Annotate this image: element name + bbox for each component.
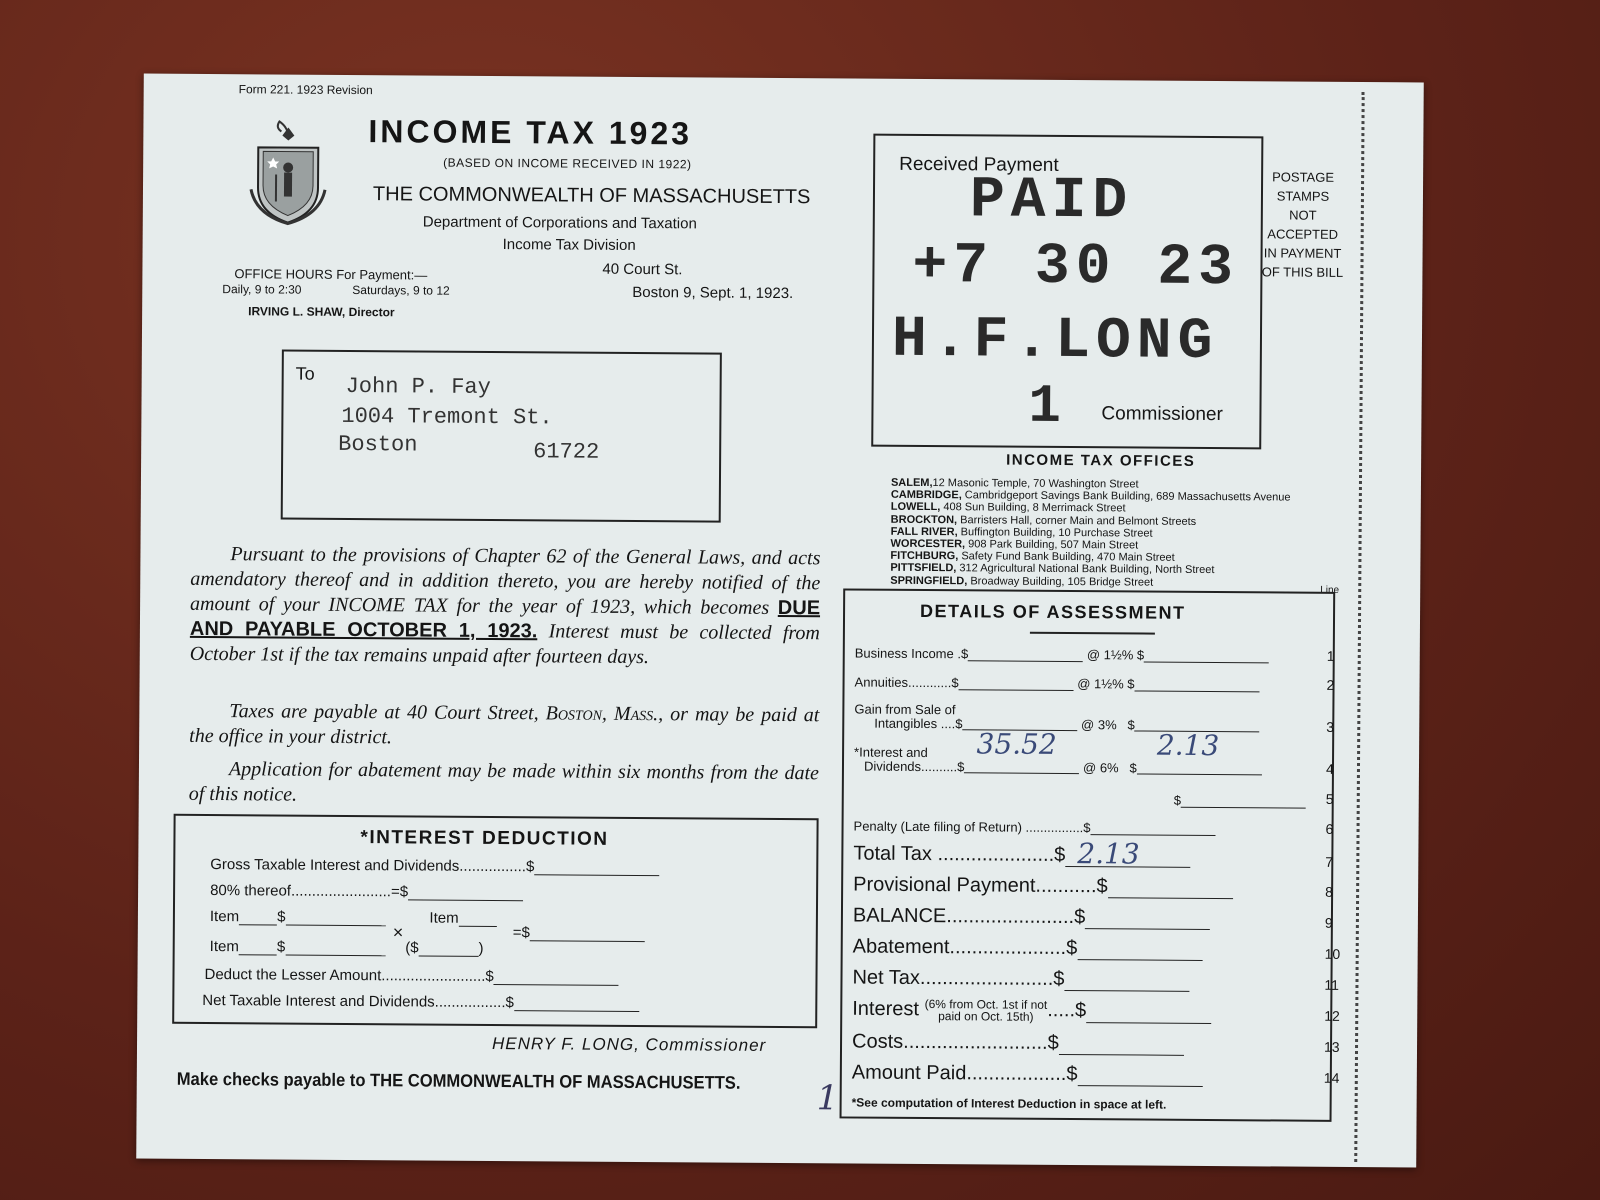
interest-row [852,998,1211,1025]
line-number: 9 [1324,914,1333,931]
office-city: FALL RIVER, [890,525,958,539]
row-label: Business Income .$ [854,645,969,662]
commonwealth-heading: THE COMMONWEALTH OF MASSACHUSETTS [372,183,811,209]
form-number: Form 221. 1923 Revision [238,82,373,98]
director-name: IRVING L. SHAW, Director [248,304,395,320]
dollar-sign: $ [277,908,286,926]
row-label: Gross Taxable Interest and Dividends................$ [210,856,535,876]
massachusetts-seal-icon [243,119,334,230]
to-label: To [295,363,315,384]
blank-field[interactable] [959,676,1074,691]
office-address-text: Barristers Hall, corner Main and Belmont Streets [957,513,1197,528]
business-income-row [855,646,1269,664]
notice-text: Pursuant to the provisions of Chapter 62 of the General Laws, and acts amendatory thereof and in addition thereto, you are hereby notified of the amount of your INCOME TAX for the year of 1923, which becomes [190,543,821,619]
row-label: Total Tax .....................$ [853,842,1066,866]
row-label: Intangibles ....$ [874,715,963,732]
office-address-text: Broadway Building, 105 Bridge Street [967,574,1154,589]
notice-paragraph-3: Application for abatement may be made within six months from the date of this notice. [188,758,820,806]
interest-amount-field[interactable] [964,727,1079,774]
row-label: Costs..........................$ [851,1030,1059,1054]
paid-stamp: PAID [969,168,1134,235]
row-label: Interest [852,997,920,1021]
office-address-text: Buffington Building, 10 Purchase Street [957,526,1153,540]
blank-field[interactable] [1086,1005,1211,1024]
checks-payable-note: Make checks payable to THE COMMONWEALTH OF MASSACHUSETTS. [176,1068,741,1093]
row-label: Annuities............$ [854,674,959,691]
notice-city: Boston, Mass. [545,702,659,726]
office-city: FITCHBURG, [890,549,959,563]
line-number: 13 [1323,1038,1340,1055]
note-line: 6% from Oct. 1st if not [928,997,1048,1012]
page-subtitle: (BASED ON INCOME RECEIVED IN 1922) [443,155,692,172]
row-dots: .....$ [1047,999,1087,1022]
row-label: Net Tax........................$ [852,966,1065,990]
blank-field[interactable] [1077,942,1202,961]
blank-field[interactable] [1064,973,1189,992]
office-address: 40 Court St. [602,260,683,279]
postage-line: OF THIS BILL [1261,264,1344,280]
office-address-text: 908 Park Building, 507 Main Street [965,538,1139,552]
office-hours-label: OFFICE HOURS For Payment:— [234,266,428,283]
row-label: Item [209,908,240,926]
title-underline [1030,632,1155,635]
line-column-header: Line [1320,584,1340,596]
line-number: 6 [1325,820,1334,837]
notice-text: Taxes are payable at 40 Court Street, [229,700,546,725]
blank-field[interactable] [1077,1068,1202,1087]
recipient-number: 61722 [533,439,600,465]
rate-label: @ 6% [1082,760,1119,776]
row-label: Net Taxable Interest and Dividends.................$ [202,991,514,1012]
offices-list [890,477,1290,590]
blank-field[interactable] [239,941,277,955]
item-row-1 [210,908,497,927]
office-city: CAMBRIDGE, [890,488,962,502]
item-row-2 [210,938,484,957]
commissioner-label: Commissioner [1101,403,1223,426]
handwritten-mark: 1 [816,1078,839,1119]
blank-field[interactable] [419,942,479,956]
assessment-box [840,588,1336,1121]
line-number: 7 [1325,853,1334,870]
office-city: WORCESTER, [890,537,966,551]
office-address-text: 12 Masonic Temple, 70 Washington Street [932,477,1139,491]
blank-line-5 [1174,793,1306,809]
paid-number-stamp: 1 [1028,376,1068,438]
assessment-footnote: *See computation of Interest Deduction in space at left. [851,1095,1167,1112]
row-label: Item [209,938,239,956]
blank-field[interactable] [1059,1037,1184,1056]
paid-date-stamp: +7 30 23 [912,233,1240,302]
office-item [890,574,1290,589]
line-number: 2 [1326,676,1335,693]
recipient-city: Boston [338,431,418,458]
line-number: 11 [1324,976,1340,993]
row-label: Penalty (Late filing of Return) ................$ [853,818,1091,836]
interest-amount-value: 35.52 [976,727,1057,761]
due-date: DUE AND PAYABLE OCTOBER 1, 1923. [189,596,821,643]
office-city: LOWELL, [890,501,941,514]
dollar-sign: $ [1129,760,1137,776]
blank-field[interactable] [1135,677,1260,692]
row-label: Amount Paid..................$ [851,1061,1078,1086]
blank-field[interactable] [285,942,385,957]
blank-field[interactable] [408,886,523,901]
interest-deduction-title: *INTEREST DEDUCTION [360,827,609,850]
line-number: 14 [1323,1069,1340,1086]
net-tax-row [852,967,1189,992]
dollar-sign: $ [1173,792,1182,808]
blank-field[interactable] [494,971,619,986]
eighty-percent-row [210,882,523,901]
postage-notice [1252,167,1353,282]
penalty-row [854,819,1216,837]
office-address-text: Cambridgeport Savings Bank Building, 689 Massachusetts Avenue [961,489,1291,504]
line-number: 10 [1324,945,1341,962]
office-address-text: 408 Sun Building, 8 Merrimack Street [940,501,1126,515]
office-city: PITTSFIELD, [890,562,957,575]
division-name: Income Tax Division [502,236,636,254]
line-number: 4 [1325,760,1334,777]
rate-label: @ 1½% [1077,676,1124,692]
notice-text: Interest must be collected from October 1st if the tax remains unpaid after fourteen days. [189,620,820,669]
office-hours-saturday: Saturdays, 9 to 12 [352,283,450,298]
row-label: Provisional Payment...........$ [853,873,1108,898]
row-label: *Interest and [854,744,928,761]
row-label: Item [429,909,459,927]
balance-row [853,905,1210,930]
blank-field[interactable] [530,927,645,942]
received-payment-label: Received Payment [899,153,1059,176]
blank-field[interactable] [1108,880,1233,899]
line-number: 3 [1326,718,1335,735]
paid-name-stamp: H.F.LONG [891,307,1219,376]
row-label: 80% thereof........................=$ [210,882,409,901]
abatement-row [853,936,1203,961]
equals-sign: =$ [512,924,530,942]
office-address-text: Safety Fund Bank Building, 470 Main Street [958,550,1175,564]
blank-field[interactable] [534,861,659,876]
blank-field[interactable] [459,913,497,927]
recipient-box [281,350,722,523]
blank-field[interactable] [1144,649,1269,664]
line-number: 8 [1325,883,1333,900]
blank-field[interactable] [514,997,639,1012]
line-number: 12 [1324,1007,1340,1024]
row-label: BALANCE.......................$ [852,904,1086,929]
row-label: Gain from Sale of [854,701,956,718]
total-tax-value: 2.13 [1077,837,1140,871]
notice-text: , or may be paid at the office in your district. [189,703,820,749]
department-name: Department of Corporations and Taxation [422,213,697,233]
page-title: INCOME TAX 1923 [368,113,693,152]
assessment-title: DETAILS OF ASSESSMENT [920,600,1186,623]
note-line: paid on Oct. 15th [938,1009,1030,1024]
postage-line: NOT [1289,207,1317,223]
paren-close: ) [478,939,484,957]
offices-title: INCOME TAX OFFICES [1006,451,1196,470]
recipient-street: 1004 Tremont St. [341,403,553,431]
blank-field[interactable] [1181,794,1306,809]
rate-label: @ 3% [1081,717,1117,733]
dollar-sign: $ [1136,647,1145,663]
rate-label: @ 1½% [1086,647,1134,663]
row-label: Abatement.....................$ [852,935,1078,960]
postage-line: IN PAYMENT [1263,245,1342,261]
postage-line: POSTAGE [1272,169,1335,185]
line-number: 5 [1325,790,1334,807]
total-tax-row [853,837,1190,871]
deduct-lesser-row [204,966,618,986]
commissioner-signature: HENRY F. LONG, Commissioner [491,1034,767,1055]
paren-open: ($ [405,939,419,957]
blank-field[interactable] [1085,911,1210,930]
interest-tax-value: 2.13 [1156,728,1220,763]
notice-paragraph-1 [190,542,821,671]
item-result [513,924,645,942]
dollar-sign: $ [1127,717,1135,733]
row-label: Deduct the Lesser Amount.........................$ [204,965,494,986]
interest-dividends-row [854,727,1262,776]
perforation-line [1354,92,1365,1162]
blank-field[interactable] [285,912,385,927]
office-city: SPRINGFIELD, [890,574,968,587]
gain-row [854,703,1260,733]
office-city: SALEM, [890,476,933,490]
payment-stamp-box [871,134,1263,450]
blank-field[interactable] [968,647,1083,662]
line-number: 1 [1326,647,1335,664]
office-address-text: 312 Agricultural National Bank Building, North Street [956,562,1215,577]
row-label: Dividends..........$ [863,758,965,775]
notice-paragraph-2 [189,699,819,753]
multiply-sign: × [392,922,404,943]
blank-field[interactable] [239,911,277,925]
postage-line: ACCEPTED [1267,226,1339,242]
interest-note: (6% from Oct. 1st if not paid on Oct. 15th) [924,997,1048,1024]
blank-field[interactable] [1091,821,1216,836]
costs-row [852,1031,1184,1056]
interest-deduction-box [172,814,818,1028]
net-taxable-row [202,992,639,1012]
amount-paid-row [852,1062,1203,1087]
office-city: BROCKTON, [890,513,958,526]
recipient-name: John P. Fay [345,373,491,400]
gross-interest-row [210,856,659,876]
dollar-sign: $ [276,938,286,956]
annuities-row [855,675,1260,693]
provisional-payment-row [853,874,1233,900]
interest-tax-field[interactable] [1137,728,1262,775]
total-tax-field[interactable] [1065,837,1190,871]
place-date: Boston 9, Sept. 1, 1923. [632,283,794,303]
dollar-sign: $ [1127,676,1135,692]
postage-line: STAMPS [1276,188,1330,204]
tax-bill [136,74,1424,1168]
office-hours-daily: Daily, 9 to 2:30 [222,282,302,297]
